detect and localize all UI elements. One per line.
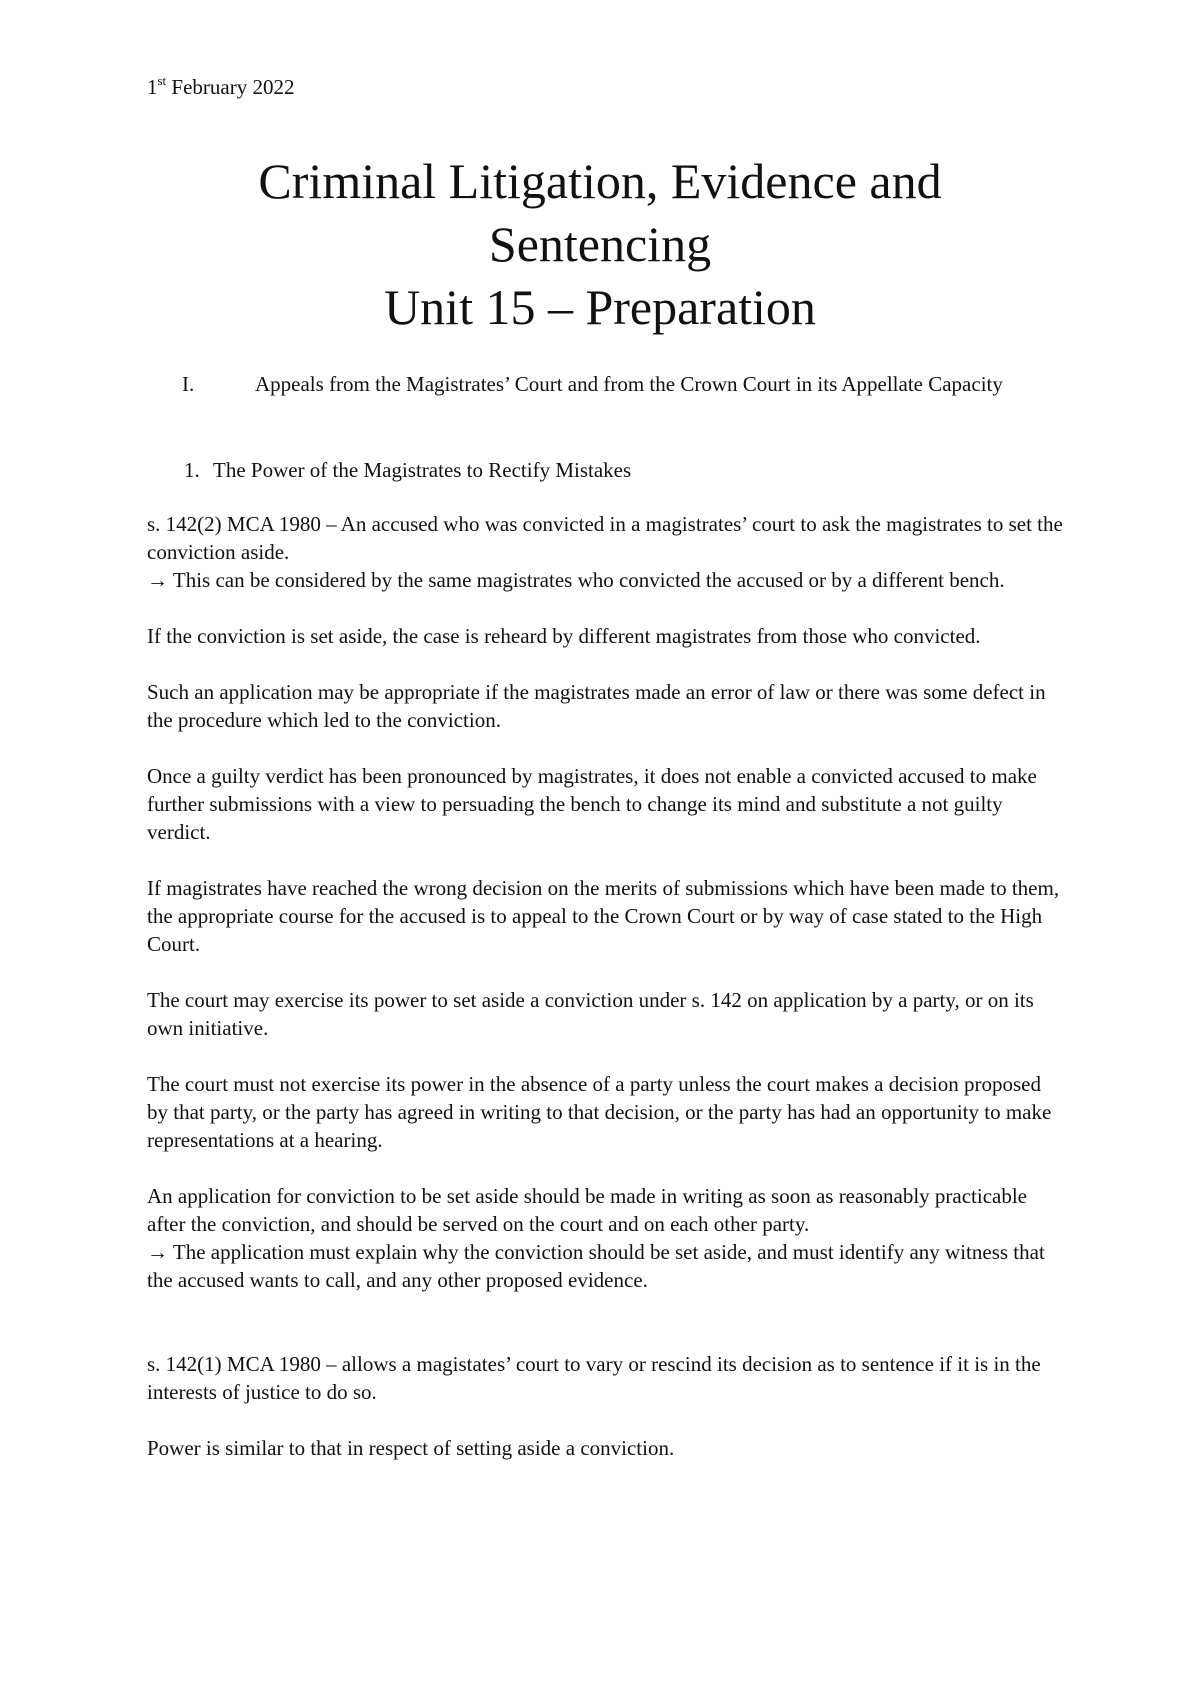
section-heading-text: Appeals from the Magistrates’ Court and from the Crown Court in its Appellate Capacity xyxy=(255,372,1003,396)
date-day: 1 xyxy=(147,75,158,99)
paragraph-line: An application for conviction to be set aside should be made in writing as soon as reasonably practicable after the conviction, and should be served on the court and on each other party. xyxy=(147,1184,1028,1236)
document-date xyxy=(147,74,294,100)
document-body xyxy=(147,510,1067,1490)
paragraph: If the conviction is set aside, the case is reheard by different magistrates from those who convicted. xyxy=(147,624,981,648)
section-numeral: I. xyxy=(182,372,195,396)
paragraph xyxy=(147,510,1067,594)
paragraph: Such an application may be appropriate if the magistrates made an error of law or there was some defect in the procedure which led to the conviction. xyxy=(147,680,1046,732)
paragraph: If magistrates have reached the wrong decision on the merits of submissions which have been made to them, the appropriate course for the accused is to appeal to the Crown Court or by way of case stated to the High Court. xyxy=(147,876,1060,956)
subsection-heading xyxy=(184,456,631,484)
paragraph-line: → This can be considered by the same magistrates who convicted the accused or by a different bench. xyxy=(147,568,1005,592)
subsection-number: 1. xyxy=(184,458,200,482)
title-line-2: Sentencing xyxy=(488,216,712,272)
paragraph-line: → The application must explain why the conviction should be set aside, and must identify any witness that the accused wants to call, and any other proposed evidence. xyxy=(147,1240,1045,1292)
title-line-3: Unit 15 – Preparation xyxy=(384,279,816,335)
paragraph: s. 142(1) MCA 1980 – allows a magistates’ court to vary or rescind its decision as to sentence if it is in the interests of justice to do so. xyxy=(147,1352,1041,1404)
section-heading xyxy=(147,370,1067,398)
paragraph: Power is similar to that in respect of setting aside a conviction. xyxy=(147,1436,675,1460)
paragraph: Once a guilty verdict has been pronounced by magistrates, it does not enable a convicted accused to make further submissions with a view to persuading the bench to change its mind and substitute a not guilty verdict. xyxy=(147,764,1037,844)
date-month-year: February 2022 xyxy=(166,75,295,99)
date-suffix: st xyxy=(157,73,167,88)
paragraph: The court may exercise its power to set aside a conviction under s. 142 on application by a party, or on its own initiative. xyxy=(147,988,1034,1040)
document-title xyxy=(147,150,1053,339)
paragraph: The court must not exercise its power in the absence of a party unless the court makes a decision proposed by that party, or the party has agreed in writing to that decision, or the party has had an opportunity to make representations at a hearing. xyxy=(147,1072,1052,1152)
paragraph xyxy=(147,1182,1067,1294)
paragraph-line: s. 142(2) MCA 1980 – An accused who was convicted in a magistrates’ court to ask the magistrates to set the conviction aside. xyxy=(147,512,1063,564)
subsection-heading-text: The Power of the Magistrates to Rectify Mistakes xyxy=(213,458,632,482)
title-line-1: Criminal Litigation, Evidence and xyxy=(258,153,942,209)
